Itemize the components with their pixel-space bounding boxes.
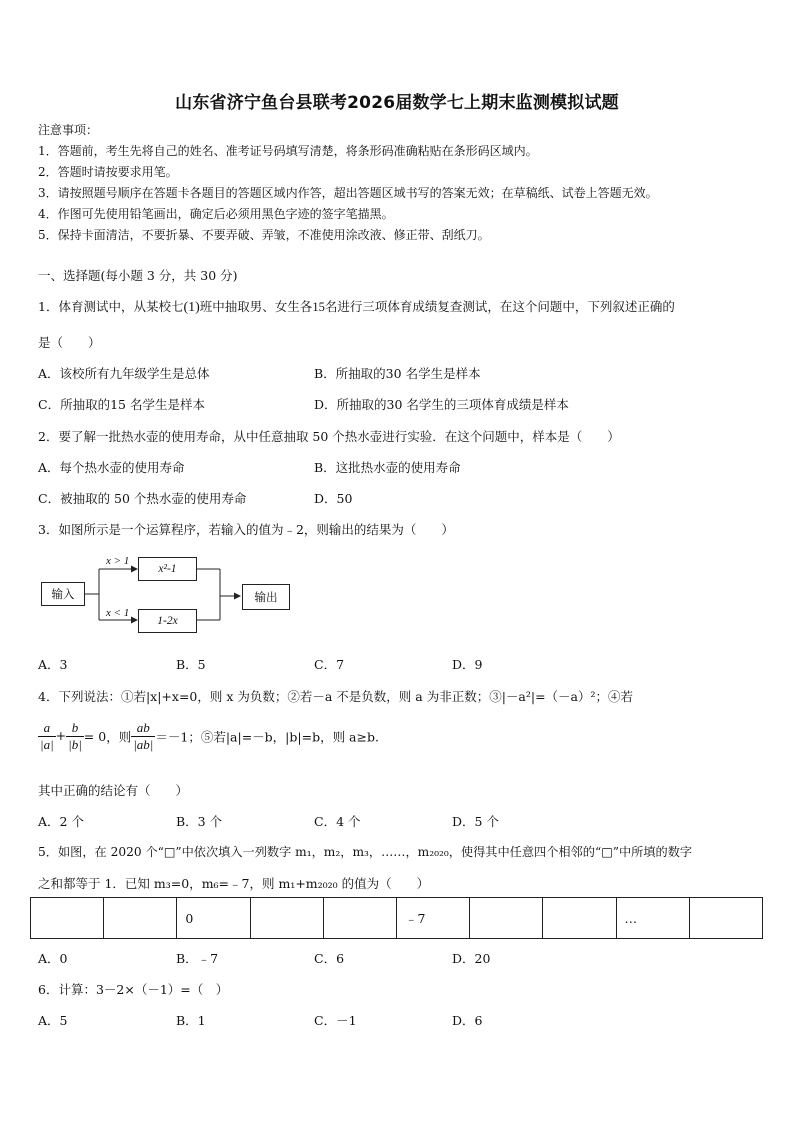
sequence-cell: [31, 898, 104, 939]
q3-option-c[interactable]: C．7: [314, 657, 345, 672]
sequence-cell: [250, 898, 323, 939]
q4-fraction-ab: [131, 720, 155, 753]
q3-option-d[interactable]: D．9: [452, 657, 483, 672]
flow-condition-bottom: x < 1: [106, 607, 130, 619]
flow-output-box: 输出: [242, 584, 290, 610]
q2-option-b[interactable]: B．这批热水壶的使用寿命: [314, 460, 461, 475]
q1-stem-line2: 是（ ）: [38, 335, 101, 350]
q1-stem-c: 名进行三项体育成绩复查测试，在这个问题中，下列叙述正确的: [324, 299, 675, 314]
sequence-cell: [689, 898, 762, 939]
sequence-cell: 0: [177, 898, 250, 939]
page-title: 山东省济宁鱼台县联考2026届数学七上期末监测模拟试题: [175, 93, 619, 113]
q2-option-a[interactable]: A．每个热水壶的使用寿命: [38, 460, 185, 475]
q6-option-c[interactable]: C．－1: [314, 1013, 357, 1028]
q3-stem: 3．如图所示是一个运算程序，若输入的值为﹣2，则输出的结果为（ ）: [38, 522, 454, 537]
q5-stem-line1: 5．如图，在 2020 个“□”中依次填入一列数字 m₁，m₂，m₃，……，m₂₀₂₀，使得其中任意四个相邻的“□”中所填的数字: [38, 845, 693, 859]
q5-sequence-table: [30, 897, 763, 939]
q2-option-d[interactable]: D．50: [314, 491, 353, 506]
q4-stem-line1: 4．下列说法：①若|x|+x=0，则 x 为负数；②若－a 不是负数，则 a 为非正数；③|－a²|=（－a）²；④若: [38, 689, 634, 704]
q4-option-d[interactable]: D．5 个: [452, 814, 499, 829]
q4-option-b[interactable]: B．3 个: [176, 814, 223, 829]
sequence-cell: [470, 898, 543, 939]
q1-option-a[interactable]: A．该校所有九年级学生是总体: [38, 366, 210, 381]
q5-stem-line2: 之和都等于 1．已知 m₃=0，m₆=﹣7，则 m₁+m₂₀₂₀ 的值为（ ）: [38, 876, 430, 891]
notice-item-4: 4．作图可先使用铅笔画出，确定后必须用黑色字迹的签字笔描黑。: [38, 207, 394, 221]
q6-option-b[interactable]: B．1: [176, 1013, 206, 1028]
q5-option-d[interactable]: D．20: [452, 951, 491, 966]
q1-option-b[interactable]: B．所抽取的30 名学生是样本: [314, 366, 481, 381]
notice-item-2: 2．答题时请按要求用笔。: [38, 165, 178, 179]
notice-heading: 注意事项：: [38, 123, 99, 137]
q4-option-a[interactable]: A．2 个: [38, 814, 84, 829]
flow-box-top: x²-1: [138, 557, 197, 581]
q5-option-b[interactable]: B．﹣7: [176, 951, 219, 966]
fraction-denominator: |ab|: [133, 737, 154, 752]
fraction-denominator: |b|: [68, 737, 82, 752]
q3-option-a[interactable]: A．3: [38, 657, 68, 672]
q4-fraction-a: [38, 720, 56, 753]
q1-stem: [38, 297, 675, 316]
q1-count: 15: [312, 300, 325, 314]
notice-item-5: 5．保持卡面清洁，不要折暴、不要弄破、弄皱，不准使用涂改液、修正带、刮纸刀。: [38, 228, 490, 242]
plus-sign: +: [55, 728, 67, 743]
fraction-numerator: b: [66, 720, 84, 737]
sequence-cell: ﹣7: [396, 898, 469, 939]
equals-zero: = 0: [83, 729, 107, 744]
notice-item-1: 1．答题前，考生先将自己的姓名、准考证号码填写清楚，将条形码准确粘贴在条形码区域内。: [38, 144, 538, 158]
q4-fraction-b: [66, 720, 84, 753]
q6-option-d[interactable]: D．6: [452, 1013, 483, 1028]
section-heading: 一、选择题(每小题 3 分，共 30 分): [38, 268, 238, 283]
sequence-cell: …: [616, 898, 689, 939]
fraction-numerator: a: [38, 720, 56, 737]
q4-stem-line3: 其中正确的结论有（ ）: [38, 783, 189, 798]
q6-option-a[interactable]: A．5: [38, 1013, 68, 1028]
table-row: [31, 898, 763, 939]
sequence-cell: [543, 898, 616, 939]
q5-option-c[interactable]: C．6: [314, 951, 345, 966]
sequence-cell: [104, 898, 177, 939]
sequence-cell: [323, 898, 396, 939]
fraction-numerator: ab: [131, 720, 155, 737]
q1-stem-b: 班中抽取男、女生各: [199, 299, 313, 314]
q2-stem: 2．要了解一批热水壶的使用寿命，从中任意抽取 50 个热水壶进行实验．在这个问题中，样本是（ ）: [38, 429, 620, 444]
notice-item-3: 3．请按照题号顺序在答题卡各题目的答题区域内作答，超出答题区域书写的答案无效；在草稿纸、试卷上答题无效。: [38, 186, 658, 200]
flow-input-box: 输入: [41, 582, 85, 606]
fraction-denominator: |a|: [40, 737, 54, 752]
q1-option-d[interactable]: D．所抽取的30 名学生的三项体育成绩是样本: [314, 397, 569, 412]
q1-option-c[interactable]: C．所抽取的15 名学生是样本: [38, 397, 205, 412]
q3-option-b[interactable]: B．5: [176, 657, 206, 672]
q5-option-a[interactable]: A．0: [38, 951, 68, 966]
q4-option-c[interactable]: C．4 个: [314, 814, 361, 829]
q4-then: ，则: [106, 729, 132, 745]
q1-class-number: (1): [183, 300, 200, 315]
flow-condition-top: x > 1: [106, 555, 130, 567]
q2-option-c[interactable]: C．被抽取的 50 个热水壶的使用寿命: [38, 491, 247, 506]
q4-rest: ＝－1；⑤若|a|=－b，|b|=b，则 a≥b.: [155, 729, 379, 745]
q4-stem-line2: [38, 720, 379, 753]
q6-stem: 6．计算：3－2×（－1）=（ ）: [38, 982, 229, 997]
q1-stem-a: 1．体育测试中，从某校七: [38, 299, 184, 314]
flow-box-bottom: 1-2x: [138, 609, 197, 633]
